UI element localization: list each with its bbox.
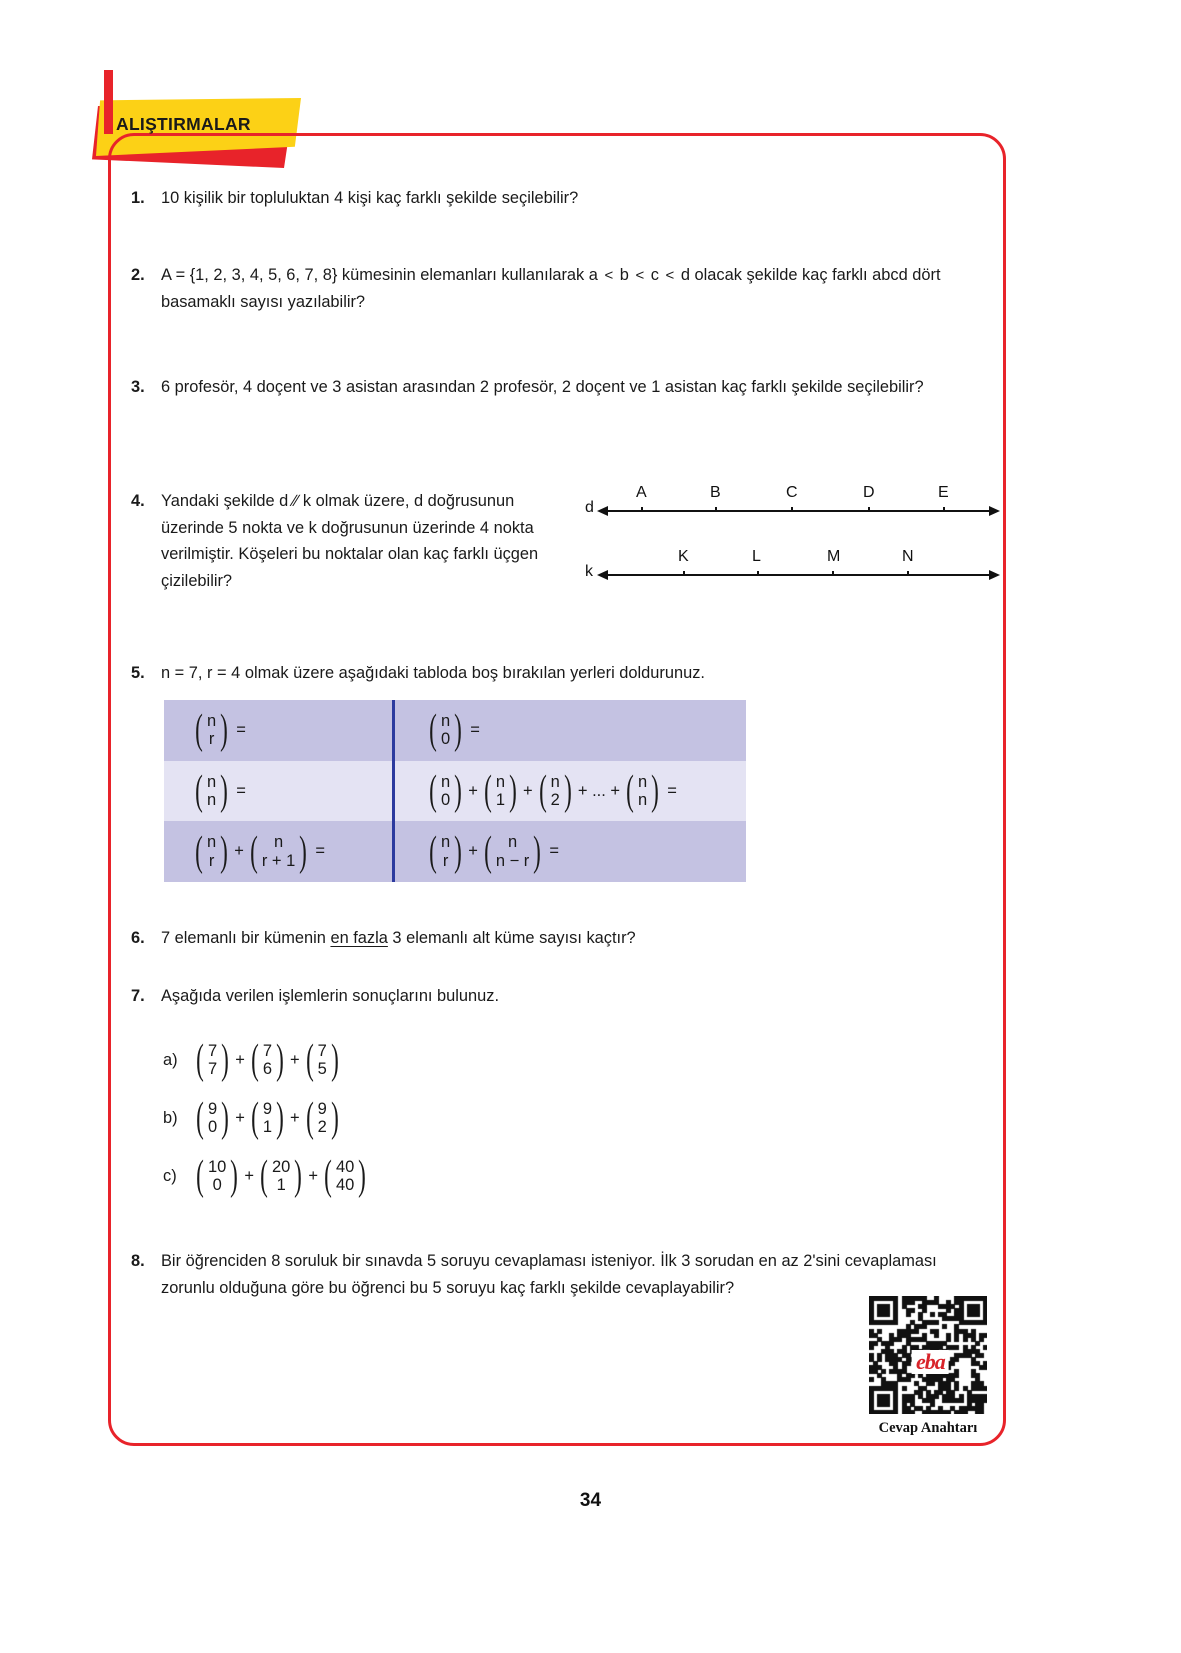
paren-open-icon: (: [196, 1037, 204, 1084]
table-cell-right: [392, 700, 746, 761]
point-tick: [641, 507, 643, 512]
binomial-r: 0: [208, 1118, 218, 1137]
paren-close-icon: ): [220, 767, 229, 814]
paren-close-icon: ): [509, 767, 517, 814]
binomial-values: [550, 773, 561, 810]
binomial-r: 0: [212, 1176, 222, 1195]
q6-part-1: 7 elemanlı bir kümenin: [161, 929, 331, 947]
binomial-values: [206, 712, 217, 749]
binomial-n: 9: [208, 1100, 218, 1118]
paren-open-icon: (: [196, 1095, 204, 1142]
binomial-n: n: [550, 772, 560, 791]
question-2-text: [161, 262, 993, 315]
paren-close-icon: ): [330, 1095, 339, 1142]
paren-close-icon: ): [330, 1037, 339, 1084]
paren-close-icon: ): [276, 1037, 284, 1084]
table-cell-left: [164, 700, 392, 761]
question-3: [131, 374, 993, 401]
binomial-n: n: [507, 833, 518, 852]
question-8: [131, 1248, 993, 1301]
less-than-icon: <: [635, 267, 645, 284]
operator: + ... +: [577, 781, 621, 800]
paren-close-icon: ): [563, 767, 572, 814]
point-label-k: K: [678, 548, 689, 565]
line-k-right-arrow-icon: [989, 570, 1000, 580]
binomial-coefficient: [248, 1037, 287, 1084]
binomial-r: r + 1: [261, 851, 296, 870]
question-5: [131, 660, 891, 687]
binomial-values: [495, 773, 506, 810]
paren-open-icon: (: [195, 767, 203, 814]
binomial-n: n: [441, 772, 451, 791]
binomial-coefficient: [303, 1037, 342, 1084]
question-5-number: 5.: [131, 664, 145, 682]
binomial-values: [207, 1042, 218, 1079]
binomial-values: [495, 833, 530, 870]
point-label-a: A: [636, 484, 647, 501]
formula-label: a): [163, 1050, 178, 1069]
binomial-values: [440, 773, 451, 810]
paren-close-icon: ): [230, 1153, 239, 1200]
binomial-n: 10: [208, 1158, 227, 1176]
operator: +: [523, 781, 533, 800]
binomial-n: 9: [317, 1100, 327, 1118]
table-row: [164, 821, 746, 882]
less-than-icon: <: [665, 267, 675, 284]
binomial-r: n − r: [495, 851, 530, 870]
binomial-n: n: [207, 772, 217, 791]
paren-open-icon: (: [196, 1153, 204, 1200]
question-7: [131, 983, 831, 1010]
paren-open-icon: (: [429, 707, 437, 754]
binomial-r: 2: [550, 791, 560, 809]
less-than-icon: <: [604, 267, 614, 284]
paren-close-icon: ): [294, 1153, 303, 1200]
operator: +: [468, 781, 478, 800]
point-label-m: M: [827, 548, 841, 565]
question-2-number: 2.: [131, 266, 145, 284]
paren-open-icon: (: [538, 767, 547, 814]
question-6-number: 6.: [131, 929, 145, 947]
paren-close-icon: ): [651, 767, 660, 814]
q2-part-3: c: [646, 266, 664, 284]
binomial-r: 2: [317, 1118, 327, 1137]
table-cell-right: [392, 761, 746, 822]
paren-close-icon: ): [221, 1037, 230, 1084]
equals-sign: =: [667, 781, 677, 800]
equals-sign: =: [315, 842, 325, 861]
paren-close-icon: ): [276, 1095, 284, 1142]
question-1-number: 1.: [131, 189, 145, 207]
operator: +: [308, 1166, 318, 1185]
binomial-r: 0: [441, 730, 451, 749]
binomial-n: 7: [262, 1042, 273, 1060]
operator: +: [244, 1166, 254, 1185]
line-d-left-arrow-icon: [597, 506, 608, 516]
table-cell-left: [164, 761, 392, 822]
paren-close-icon: ): [299, 828, 308, 875]
binomial-coefficient: [426, 707, 465, 754]
binomial-values: [207, 1158, 227, 1195]
point-tick: [683, 571, 685, 576]
binomial-r: r: [208, 851, 215, 870]
binomial-r: 7: [208, 1060, 218, 1079]
paren-open-icon: (: [195, 828, 203, 875]
binomial-r: r: [442, 851, 449, 870]
binomial-n: 7: [208, 1042, 218, 1060]
binomial-r: 5: [317, 1060, 327, 1079]
binomial-coefficient: [426, 767, 465, 814]
point-label-n: N: [902, 548, 914, 565]
paren-open-icon: (: [483, 767, 492, 814]
binomial-coefficient: [193, 1095, 232, 1142]
qr-caption: Cevap Anahtarı: [878, 1420, 978, 1436]
answer-key-qr-block[interactable]: [869, 1296, 987, 1437]
question-6: [131, 925, 891, 952]
question-1: [131, 185, 831, 212]
point-tick: [943, 507, 945, 512]
paren-close-icon: ): [454, 828, 463, 875]
q2-part-1: A = {1, 2, 3, 4, 5, 6, 7, 8} kümesinin elemanları kullanılarak a: [161, 266, 603, 284]
binomial-values: [271, 1158, 291, 1195]
point-label-b: B: [710, 484, 721, 501]
binomial-values: [317, 1042, 328, 1079]
point-tick: [791, 507, 793, 512]
binomial-coefficient: [193, 1153, 241, 1200]
question-1-text: 10 kişilik bir topluluktan 4 kişi kaç farklı şekilde seçilebilir?: [161, 189, 579, 207]
binomial-n: n: [441, 711, 451, 730]
question-4: [131, 488, 576, 594]
binomial-coefficient: [303, 1095, 342, 1142]
q6-emphasis: en fazla: [330, 929, 388, 947]
paren-open-icon: (: [429, 828, 437, 875]
formula-label: b): [163, 1108, 178, 1127]
paren-close-icon: ): [533, 828, 542, 875]
binomial-n: n: [273, 833, 284, 852]
line-k-label: k: [585, 563, 593, 580]
binomial-coefficient: [481, 828, 544, 875]
binomial-values: [262, 1042, 273, 1079]
question-5-text: n = 7, r = 4 olmak üzere aşağıdaki tabloda boş bırakılan yerleri doldurunuz.: [161, 664, 705, 682]
line-k-left-arrow-icon: [597, 570, 608, 580]
binomial-coefficient: [623, 767, 662, 814]
q2-part-4: d olacak şekilde kaç farklı abcd dört basamaklı sayısı yazılabilir?: [161, 266, 941, 311]
paren-close-icon: ): [454, 767, 463, 814]
paren-close-icon: ): [220, 707, 229, 754]
binomial-values: [261, 833, 296, 870]
binomial-r: 1: [276, 1176, 286, 1195]
table-cell-right: [392, 821, 746, 882]
binomial-coefficient: [257, 1153, 305, 1200]
paren-open-icon: (: [626, 767, 634, 814]
question-8-text: Bir öğrenciden 8 soruluk bir sınavda 5 soruyu cevaplaması isteniyor. İlk 3 sorudan en az 2'sini cevaplaması zorunlu olduğuna göre bu öğrenci bu 5 soruyu kaç farklı şekilde cevaplayabilir?: [161, 1252, 937, 1297]
paren-open-icon: (: [250, 1037, 259, 1084]
question-3-text: 6 profesör, 4 doçent ve 3 asistan arasından 2 profesör, 2 doçent ve 1 asistan kaç farklı şekilde seçilebilir?: [161, 378, 924, 396]
point-tick: [715, 507, 717, 512]
point-label-c: C: [786, 484, 798, 501]
binomial-n: n: [638, 772, 648, 791]
paren-open-icon: (: [305, 1095, 314, 1142]
question-7-part-b: [163, 1095, 342, 1142]
binomial-values: [440, 712, 451, 749]
point-tick: [757, 571, 759, 576]
equals-sign: =: [236, 781, 246, 800]
operator: +: [235, 1050, 245, 1069]
q2-part-2: b: [615, 266, 634, 284]
operator: +: [290, 1108, 300, 1127]
binomial-coefficient: [426, 828, 465, 875]
banner-red-stub: [104, 70, 113, 134]
paren-open-icon: (: [429, 767, 437, 814]
binomial-n: 9: [262, 1100, 273, 1118]
binomial-n: 20: [272, 1158, 291, 1176]
binomial-r: 1: [262, 1118, 273, 1137]
question-7-part-a: [163, 1037, 342, 1084]
binomial-r: n: [638, 791, 648, 809]
binomial-n: n: [441, 833, 451, 852]
question-8-number: 8.: [131, 1252, 145, 1270]
binomial-r: 1: [495, 791, 506, 809]
binomial-identity-table: [164, 700, 746, 882]
binomial-coefficient: [481, 767, 520, 814]
binomial-r: n: [207, 791, 217, 809]
paren-close-icon: ): [454, 707, 463, 754]
line-k: [607, 574, 990, 576]
binomial-coefficient: [192, 767, 231, 814]
point-tick: [907, 571, 909, 576]
binomial-coefficient: [192, 828, 231, 875]
q6-part-2: 3 elemanlı alt küme sayısı kaçtır?: [387, 929, 636, 947]
page-number: 34: [579, 1490, 602, 1511]
paren-open-icon: (: [250, 1095, 259, 1142]
binomial-r: 0: [441, 791, 451, 809]
equals-sign: =: [470, 720, 480, 739]
operator: +: [234, 842, 244, 861]
binomial-n: n: [207, 711, 217, 730]
binomial-values: [206, 833, 217, 870]
binomial-coefficient: [536, 767, 575, 814]
binomial-r: r: [208, 730, 215, 749]
eba-logo: eba: [912, 1350, 949, 1374]
table-divider: [392, 821, 395, 882]
point-label-e: E: [938, 484, 949, 501]
binomial-n: n: [495, 772, 506, 791]
banner-title: ALIŞTIRMALAR: [116, 114, 251, 134]
table-row: [164, 761, 746, 822]
question-4-text: Yandaki şekilde d ∕∕ k olmak üzere, d doğrusunun üzerinde 5 nokta ve k doğrusunun üzerinde 4 nokta verilmiştir. Köşeleri bu noktalar olan kaç farklı üçgen çizilebilir?: [161, 492, 539, 590]
table-cell-left: [164, 821, 392, 882]
paren-open-icon: (: [324, 1153, 332, 1200]
question-7-text: Aşağıda verilen işlemlerin sonuçlarını bulunuz.: [161, 987, 500, 1005]
binomial-values: [335, 1158, 355, 1195]
line-d-right-arrow-icon: [989, 506, 1000, 516]
paren-open-icon: (: [260, 1153, 268, 1200]
point-label-d: D: [863, 484, 875, 501]
operator: +: [235, 1108, 245, 1127]
parallel-lines-diagram: [585, 482, 990, 597]
binomial-values: [317, 1100, 328, 1137]
point-tick: [832, 571, 834, 576]
paren-open-icon: (: [483, 828, 492, 875]
paren-close-icon: ): [221, 1095, 230, 1142]
question-3-number: 3.: [131, 378, 145, 396]
operator: +: [468, 842, 478, 861]
binomial-coefficient: [193, 1037, 232, 1084]
question-4-number: 4.: [131, 492, 145, 510]
paren-open-icon: (: [305, 1037, 314, 1084]
equals-sign: =: [236, 720, 246, 739]
paren-open-icon: (: [249, 828, 258, 875]
point-tick: [868, 507, 870, 512]
table-row: [164, 700, 746, 761]
binomial-coefficient: [248, 1095, 287, 1142]
binomial-values: [440, 833, 451, 870]
binomial-n: 7: [317, 1042, 327, 1060]
binomial-coefficient: [321, 1153, 369, 1200]
line-d-label: d: [585, 499, 594, 516]
question-7-part-c: [163, 1153, 369, 1200]
binomial-n: n: [207, 833, 217, 852]
paren-open-icon: (: [195, 707, 203, 754]
line-d: [607, 510, 990, 512]
binomial-coefficient: [192, 707, 231, 754]
binomial-values: [637, 773, 648, 810]
binomial-n: 40: [336, 1158, 355, 1176]
binomial-r: 40: [336, 1176, 355, 1195]
qr-code[interactable]: [869, 1296, 987, 1414]
paren-close-icon: ): [220, 828, 229, 875]
binomial-coefficient: [247, 828, 310, 875]
binomial-values: [206, 773, 217, 810]
question-7-number: 7.: [131, 987, 145, 1005]
point-label-l: L: [752, 548, 761, 565]
table-divider: [392, 761, 395, 822]
question-6-text: [161, 925, 891, 952]
paren-close-icon: ): [358, 1153, 367, 1200]
binomial-r: 6: [262, 1060, 273, 1079]
binomial-values: [207, 1100, 218, 1137]
formula-label: c): [163, 1166, 177, 1185]
operator: +: [290, 1050, 300, 1069]
table-divider: [392, 700, 395, 761]
equals-sign: =: [549, 842, 559, 861]
question-2: [131, 262, 993, 315]
binomial-values: [262, 1100, 273, 1137]
